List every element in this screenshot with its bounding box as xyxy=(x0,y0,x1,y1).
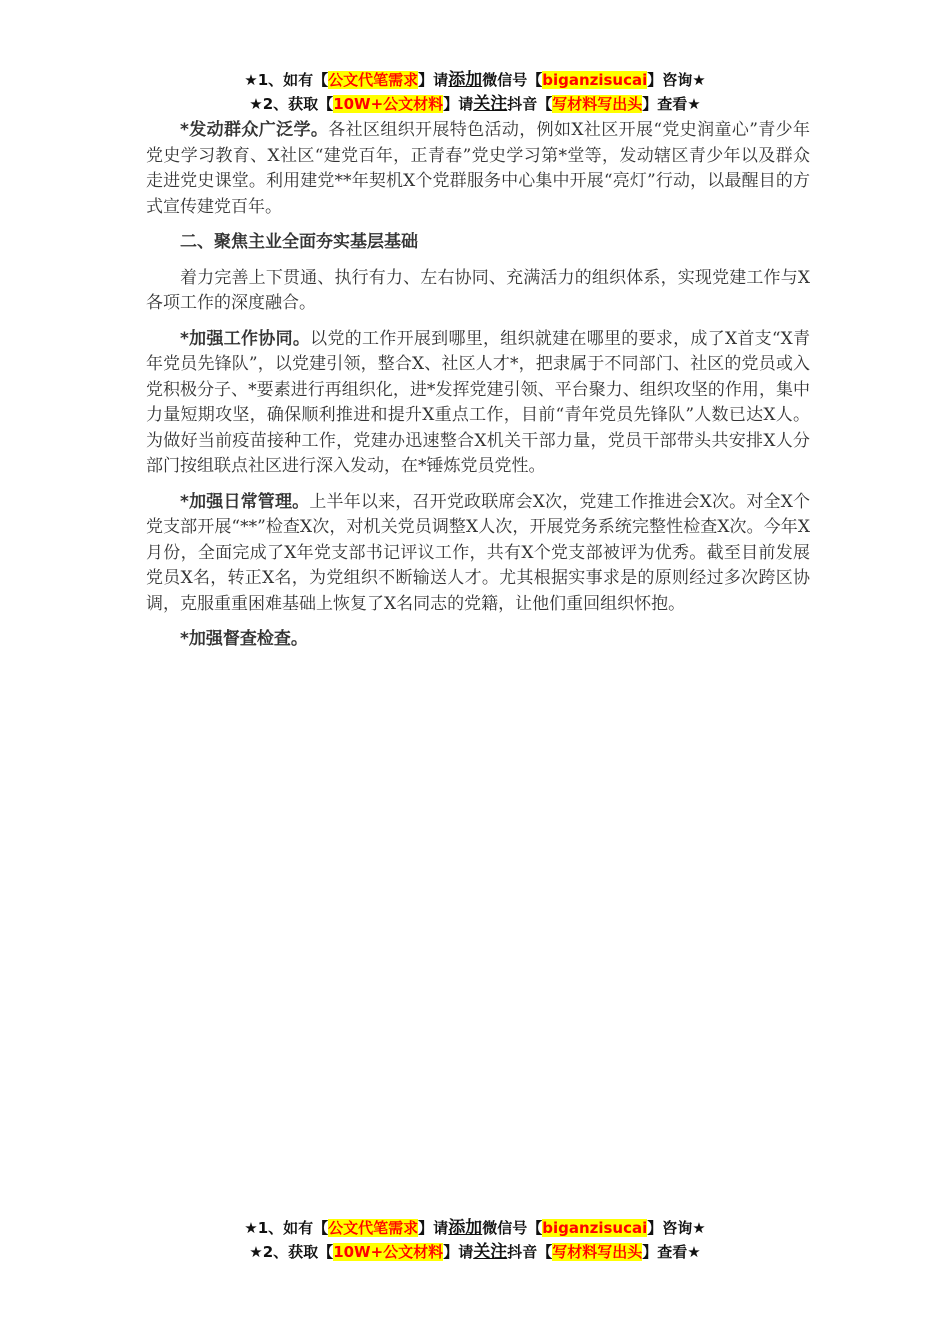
banner-text: 】请 xyxy=(418,71,449,89)
paragraph-lead: *加强工作协同。 xyxy=(180,328,311,349)
paragraph xyxy=(146,490,810,618)
paragraph xyxy=(146,627,810,653)
banner-highlight: 公文代笔需求 xyxy=(328,1219,419,1237)
banner-text: 】查看★ xyxy=(642,1243,701,1261)
document-body xyxy=(146,118,810,663)
header-banner xyxy=(0,68,950,116)
banner-emphasis: 添加 xyxy=(448,1218,483,1238)
banner-line-1 xyxy=(0,1216,950,1240)
banner-highlight: biganzisucai xyxy=(542,71,648,89)
banner-text: 】请 xyxy=(418,1219,449,1237)
banner-emphasis: 关注 xyxy=(473,94,508,114)
paragraph-lead: *加强日常管理。 xyxy=(180,491,310,512)
paragraph-lead: *发动群众广泛学。 xyxy=(180,120,329,140)
section-heading: 二、聚焦主业全面夯实基层基础 xyxy=(180,232,418,252)
banner-highlight: 写材料写出头 xyxy=(552,95,643,113)
paragraph-text: 上半年以来，召开党政联席会X次，党建工作推进会X次。对全X个党支部开展“**”检查X次，对机关党员调整X人次，开展党务系统完整性检查X次。今年X月份，全面完成了X年党支部书记评议工作，共有X个党支部被评为优秀。截至目前发展党员X名，转正X名，为党组织不断输送人才。尤其根据实事求是的原则经过多次跨区协调，克服重重困难基础上恢复了X名同志的党籍，让他们重回组织怀抱。 xyxy=(146,491,810,614)
banner-text: 微信号【 xyxy=(482,71,543,89)
paragraph xyxy=(146,118,810,220)
banner-highlight: 公文代笔需求 xyxy=(328,71,419,89)
paragraph: 着力完善上下贯通、执行有力、左右协同、充满活力的组织体系，实现党建工作与X各项工作的深度融合。 xyxy=(146,267,810,313)
banner-text: 】请 xyxy=(443,95,474,113)
banner-highlight: biganzisucai xyxy=(542,1219,648,1237)
paragraph-text: 以党的工作开展到哪里，组织就建在哪里的要求，成了X首支“X青年党员先锋队”，以党建引领，整合X、社区人才*，把隶属于不同部门、社区的党员或入党积极分子、*要素进行再组织化，进*发挥党建引领、平台聚力、组织攻坚的作用，集中力量短期攻坚，确保顺利推进和提升X重点工作，目前“青年党员先锋队”人数已达X人。为做好当前疫苗接种工作，党建办迅速整合X机关干部力量，党员干部带头共安排X人分部门按组联点社区进行深入发动，在*锤炼党员党性。 xyxy=(146,328,811,476)
banner-text: 】咨询★ xyxy=(647,1219,706,1237)
banner-emphasis: 添加 xyxy=(448,70,483,90)
paragraph xyxy=(146,327,810,480)
banner-highlight: 写材料写出头 xyxy=(552,1243,643,1261)
banner-text: 抖音【 xyxy=(507,1243,553,1261)
banner-emphasis: 关注 xyxy=(473,1242,508,1262)
paragraph-text: 各社区组织开展特色活动，例如X社区开展“党史润童心”青少年党史学习教育、X社区“建党百年，正青春”党史学习第*堂等，发动辖区青少年以及群众走进党史课堂。利用建党**年契机X个党群服务中心集中开展“亮灯”行动，以最醒目的方式宣传建党百年。 xyxy=(146,120,811,217)
banner-highlight: 10W+公文材料 xyxy=(333,95,444,113)
banner-text: ★2、获取【 xyxy=(249,95,334,113)
banner-text: ★2、获取【 xyxy=(249,1243,334,1261)
footer-banner xyxy=(0,1216,950,1264)
banner-line-1 xyxy=(0,68,950,92)
banner-text: 抖音【 xyxy=(507,95,553,113)
banner-text: 】请 xyxy=(443,1243,474,1261)
banner-text: ★1、如有【 xyxy=(244,1219,329,1237)
banner-line-2 xyxy=(0,1240,950,1264)
banner-highlight: 10W+公文材料 xyxy=(333,1243,444,1261)
banner-text: 】查看★ xyxy=(642,95,701,113)
banner-line-2 xyxy=(0,92,950,116)
banner-text: 微信号【 xyxy=(482,1219,543,1237)
paragraph-lead: *加强督查检查。 xyxy=(180,629,308,649)
banner-text: ★1、如有【 xyxy=(244,71,329,89)
banner-text: 】咨询★ xyxy=(647,71,706,89)
